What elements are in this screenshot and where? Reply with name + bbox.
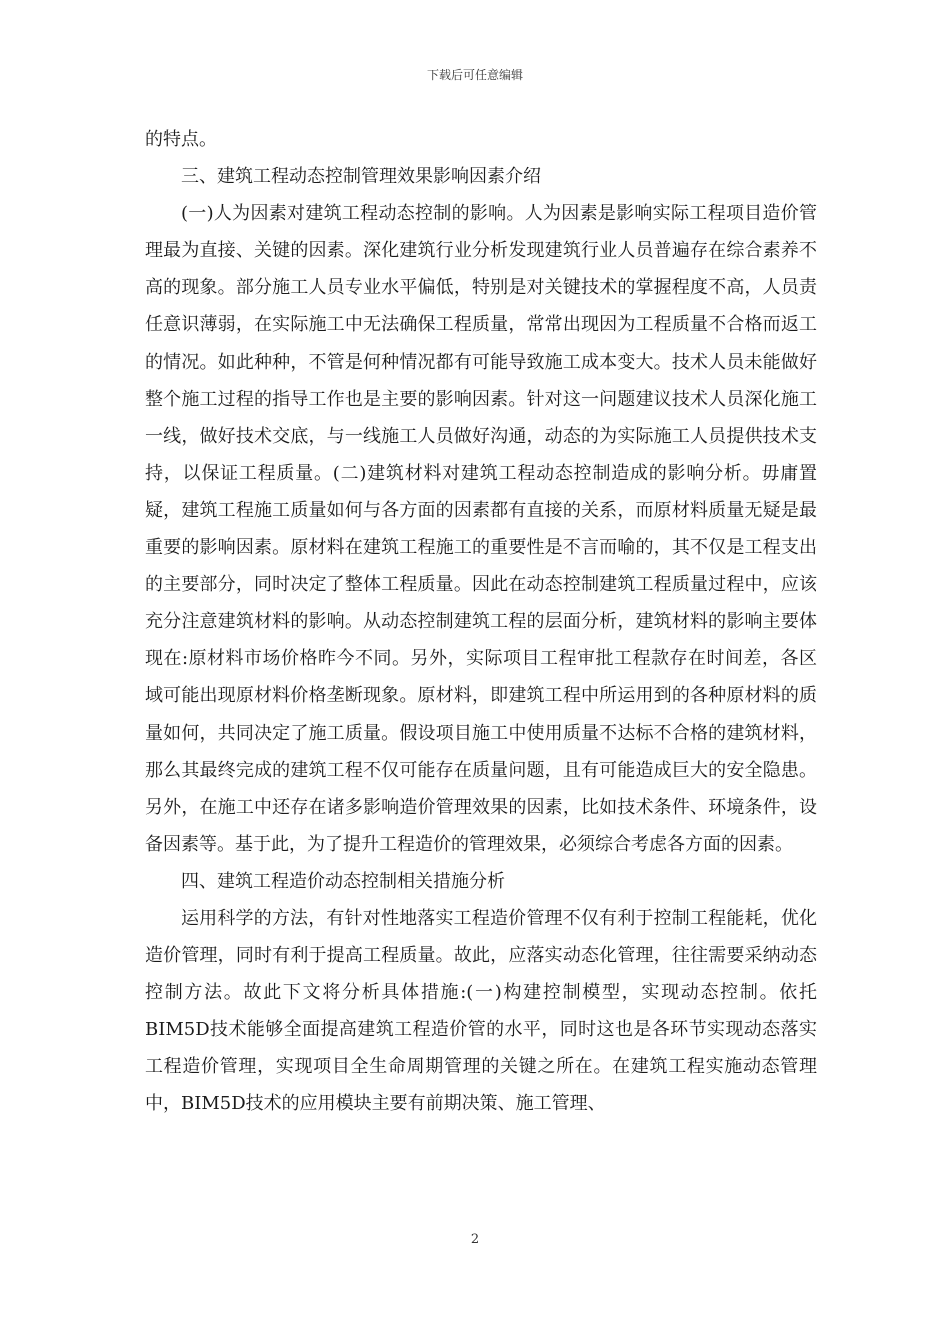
paragraph-section-4-body: 运用科学的方法，有针对性地落实工程造价管理不仅有利于控制工程能耗，优化造价管理，同时有利于提高工程质量。故此，应落实动态化管理，往往需要采纳动态控制方法。故此下文将分析具体措施:(一)构建控制模型，实现动态控制。依托BIM5D技术能够全面提高建筑工程造价管的水平，同时这也是各环节实现动态落实工程造价管理，实现项目全生命周期管理的关键之所在。在建筑工程实施动态管理中，BIM5D技术的应用模块主要有前期决策、施工管理、	[145, 907, 817, 1115]
section-heading-4: 四、建筑工程造价动态控制相关措施分析	[181, 870, 505, 892]
document-body	[145, 121, 817, 1123]
section-heading-3: 三、建筑工程动态控制管理效果影响因素介绍	[181, 166, 541, 188]
page-header: 下载后可任意编辑	[426, 68, 523, 82]
paragraph-continuation: 的特点。	[145, 129, 217, 150]
paragraph-section-3-body: (一)人为因素对建筑工程动态控制的影响。人为因素是影响实际工程项目造价管理最为直接、关键的因素。深化建筑行业分析发现建筑行业人员普遍存在综合素养不高的现象。部分施工人员专业水平偏低，特别是对关键技术的掌握程度不高，人员责任意识薄弱，在实际施工中无法确保工程质量，常常出现因为工程质量不合格而返工的情况。如此种种，不管是何种情况都有可能导致施工成本变大。技术人员未能做好整个施工过程的指导工作也是主要的影响因素。针对这一问题建议技术人员深化施工一线，做好技术交底，与一线施工人员做好沟通，动态的为实际施工人员提供技术支持，以保证工程质量。(二)建筑材料对建筑工程动态控制造成的影响分析。毋庸置疑，建筑工程施工质量如何与各方面的因素都有直接的关系，而原材料质量无疑是最重要的影响因素。原材料在建筑工程施工的重要性是不言而喻的，其不仅是工程支出的主要部分，同时决定了整体工程质量。因此在动态控制建筑工程质量过程中，应该充分注意建筑材料的影响。从动态控制建筑工程的层面分析，建筑材料的影响主要体现在:原材料市场价格昨今不同。另外，实际项目工程审批工程款存在时间差，各区域可能出现原材料价格垄断现象。原材料，即建筑工程中所运用到的各种原材料的质量如何，共同决定了施工质量。假设项目施工中使用质量不达标不合格的建筑材料，那么其最终完成的建筑工程不仅可能存在质量问题，且有可能造成巨大的安全隐患。另外，在施工中还存在诸多影响造价管理效果的因素，比如技术条件、环境条件，设备因素等。基于此，为了提升工程造价的管理效果，必须综合考虑各方面的因素。	[145, 203, 817, 855]
page-number: 2	[470, 1232, 480, 1247]
